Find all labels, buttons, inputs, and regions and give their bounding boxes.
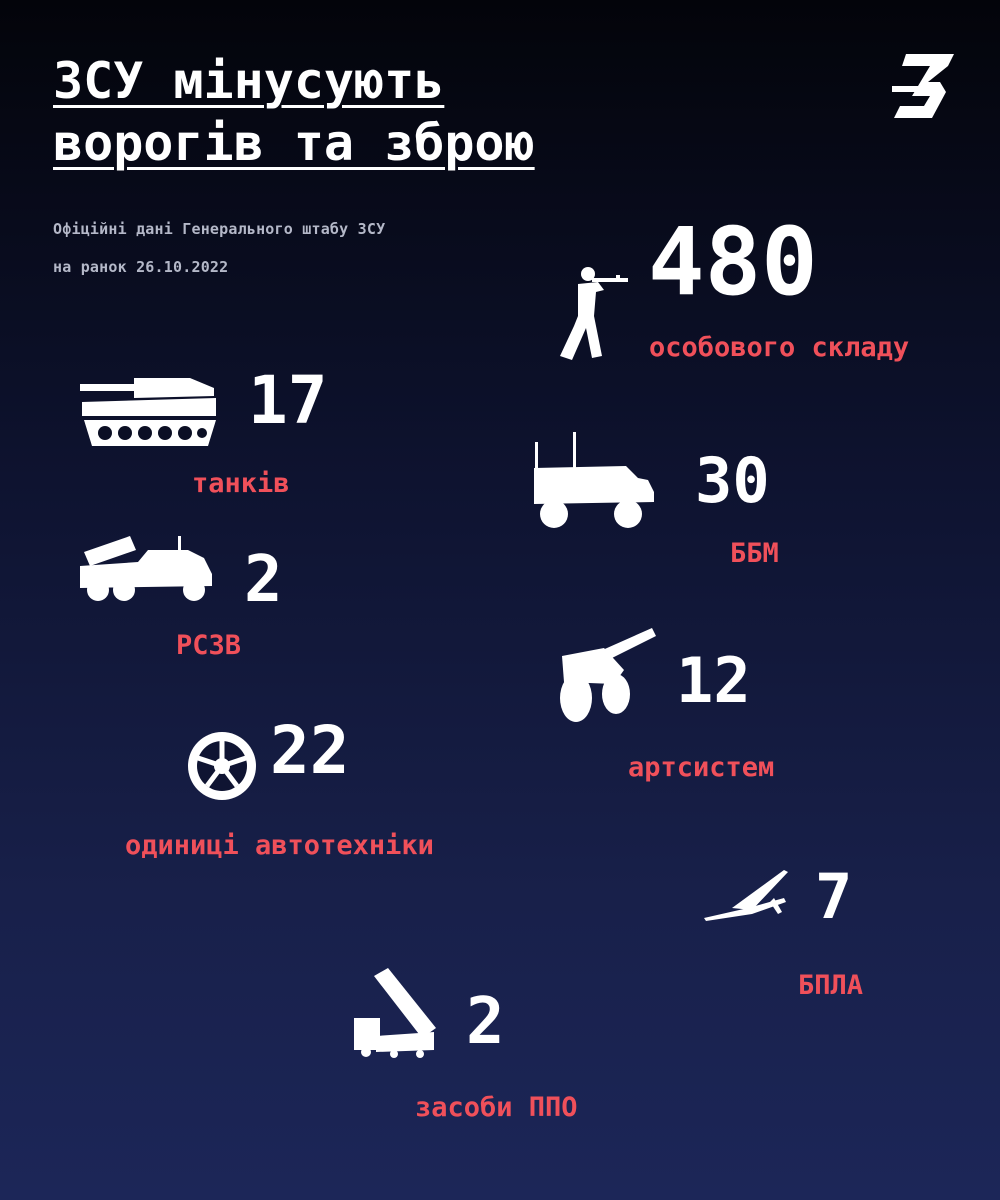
soldier-icon (558, 264, 632, 364)
title-line-2: ворогів та зброю (53, 114, 535, 172)
artillery-count: 12 (676, 644, 751, 717)
title-line-1: ЗСУ мінусують (53, 52, 445, 110)
air-defense-icon (348, 966, 440, 1058)
source-note: Офіційні дані Генерального штабу ЗСУ (53, 220, 386, 238)
artillery-label: артсистем (628, 752, 775, 783)
howitzer-icon (554, 626, 658, 724)
wheel-icon (186, 730, 258, 802)
page-title (53, 50, 535, 174)
tank-icon (78, 374, 218, 450)
apv-label: ББМ (730, 538, 779, 569)
vehicles-count: 22 (270, 712, 350, 789)
uav-label: БПЛА (798, 970, 864, 1001)
armored-vehicle-icon (530, 430, 660, 530)
mlrs-label: РСЗВ (176, 630, 242, 661)
mlrs-count: 2 (244, 543, 283, 617)
apv-count: 30 (695, 444, 770, 517)
personnel-label: особового складу (649, 332, 910, 363)
personnel-count: 480 (648, 208, 818, 317)
tanks-label: танків (192, 468, 290, 499)
air-defense-count: 2 (466, 985, 505, 1059)
vehicles-label: одиниці автотехніки (125, 830, 434, 861)
drone-icon (702, 868, 792, 924)
date-note: на ранок 26.10.2022 (53, 258, 229, 276)
rocket-launcher-icon (78, 532, 214, 604)
trident-z-logo-icon (888, 46, 958, 126)
air-defense-label: засоби ППО (415, 1092, 578, 1123)
tanks-count: 17 (248, 362, 328, 439)
uav-count: 7 (815, 860, 853, 933)
